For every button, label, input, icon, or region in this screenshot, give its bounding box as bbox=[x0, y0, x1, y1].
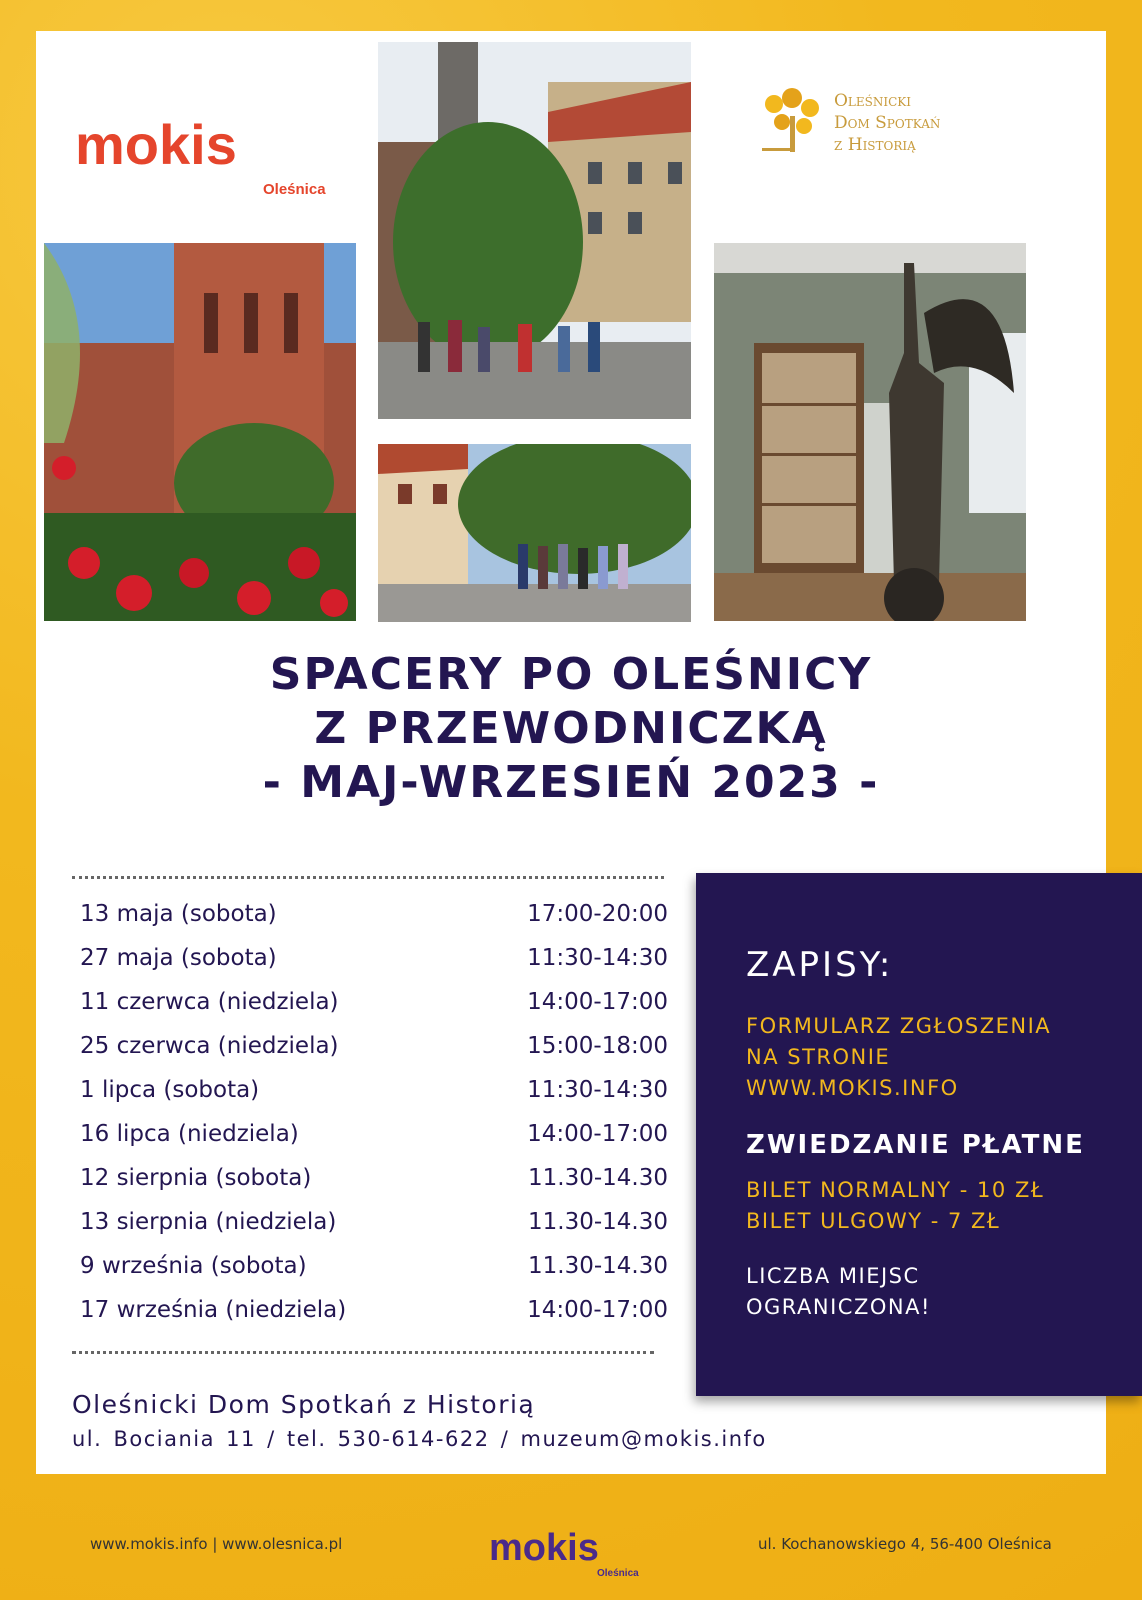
contact-info bbox=[72, 1388, 767, 1456]
photo-museum-statue bbox=[714, 243, 1026, 621]
schedule-row bbox=[80, 980, 668, 1024]
schedule-time: 11.30-14.30 bbox=[528, 1165, 668, 1191]
registration-panel bbox=[696, 873, 1142, 1396]
schedule-row bbox=[80, 936, 668, 980]
schedule-time: 11.30-14.30 bbox=[528, 1253, 668, 1279]
tree-icon bbox=[760, 86, 830, 156]
dotted-divider-top bbox=[72, 876, 664, 879]
schedule-date: 13 sierpnia (niedziela) bbox=[80, 1209, 337, 1235]
form-line-1: FORMULARZ ZGŁOSZENIA bbox=[746, 1014, 1052, 1038]
schedule-time: 11.30-14.30 bbox=[528, 1209, 668, 1235]
schedule-time: 14:00-17:00 bbox=[527, 1121, 668, 1147]
schedule-row bbox=[80, 1156, 668, 1200]
schedule-row bbox=[80, 1068, 668, 1112]
photo-castle bbox=[378, 42, 691, 419]
poster-title bbox=[0, 648, 1142, 810]
mokis-logo-sub: Oleśnica bbox=[263, 181, 326, 196]
mokis-bottom-text: mokis bbox=[489, 1527, 599, 1569]
schedule-date: 25 czerwca (niedziela) bbox=[80, 1033, 339, 1059]
schedule-date: 13 maja (sobota) bbox=[80, 901, 277, 927]
schedule-date: 11 czerwca (niedziela) bbox=[80, 989, 339, 1015]
footer-address: ul. Kochanowskiego 4, 56-400 Oleśnica bbox=[758, 1535, 1052, 1553]
mokis-logo bbox=[75, 76, 345, 196]
schedule-date: 1 lipca (sobota) bbox=[80, 1077, 260, 1103]
footer-links[interactable]: www.mokis.info | www.olesnica.pl bbox=[90, 1535, 343, 1553]
ticket-reduced: BILET ULGOWY - 7 ZŁ bbox=[746, 1209, 1001, 1233]
odsh-line-3: z Historią bbox=[834, 135, 916, 155]
odsh-line-2: Dom Spotkań bbox=[834, 113, 941, 133]
schedule-list bbox=[80, 892, 668, 1332]
schedule-time: 14:00-17:00 bbox=[527, 1297, 668, 1323]
title-line-1: SPACERY PO OLEŚNICY bbox=[269, 649, 873, 700]
schedule-time: 15:00-18:00 bbox=[527, 1033, 668, 1059]
registration-heading: ZAPISY: bbox=[746, 945, 894, 985]
schedule-date: 16 lipca (niedziela) bbox=[80, 1121, 299, 1147]
mokis-logo-bottom bbox=[487, 1518, 657, 1578]
schedule-row bbox=[80, 1112, 668, 1156]
schedule-date: 17 września (niedziela) bbox=[80, 1297, 347, 1323]
registration-form-info bbox=[746, 1011, 1051, 1104]
title-line-2: Z PRZEWODNICZKĄ bbox=[314, 703, 828, 754]
schedule-row bbox=[80, 1024, 668, 1068]
schedule-row bbox=[80, 892, 668, 936]
schedule-date: 27 maja (sobota) bbox=[80, 945, 277, 971]
schedule-row bbox=[80, 1200, 668, 1244]
odsh-logo bbox=[760, 86, 1030, 166]
ticket-normal: BILET NORMALNY - 10 ZŁ bbox=[746, 1178, 1045, 1202]
paid-tour-heading: ZWIEDZANIE PŁATNE bbox=[746, 1130, 1085, 1160]
schedule-time: 14:00-17:00 bbox=[527, 989, 668, 1015]
schedule-row bbox=[80, 1244, 668, 1288]
form-line-2: NA STRONIE bbox=[746, 1045, 891, 1069]
organization-name: Oleśnicki Dom Spotkań z Historią bbox=[72, 1390, 536, 1419]
schedule-date: 12 sierpnia (sobota) bbox=[80, 1165, 312, 1191]
mokis-logo-text: mokis bbox=[75, 113, 237, 176]
ticket-prices bbox=[746, 1175, 1044, 1237]
schedule-row bbox=[80, 1288, 668, 1332]
photo-brick-tower bbox=[44, 243, 356, 621]
limit-line-1: LICZBA MIEJSC bbox=[746, 1264, 920, 1288]
form-link[interactable]: WWW.MOKIS.INFO bbox=[746, 1076, 959, 1100]
schedule-date: 9 września (sobota) bbox=[80, 1253, 307, 1279]
odsh-line-1: Oleśnicki bbox=[834, 91, 912, 111]
schedule-time: 11:30-14:30 bbox=[527, 945, 668, 971]
contact-address: ul. Bociania 11 / tel. 530-614-622 / muzeum@mokis.info bbox=[72, 1427, 767, 1451]
mokis-bottom-sub: Oleśnica bbox=[597, 1568, 639, 1578]
dotted-divider-bottom bbox=[72, 1351, 654, 1354]
limit-line-2: OGRANICZONA! bbox=[746, 1295, 931, 1319]
limited-seats-notice bbox=[746, 1261, 931, 1323]
photo-street-group bbox=[378, 444, 691, 622]
schedule-time: 11:30-14:30 bbox=[527, 1077, 668, 1103]
title-line-3: - MAJ-WRZESIEŃ 2023 - bbox=[262, 757, 880, 808]
schedule-time: 17:00-20:00 bbox=[527, 901, 668, 927]
